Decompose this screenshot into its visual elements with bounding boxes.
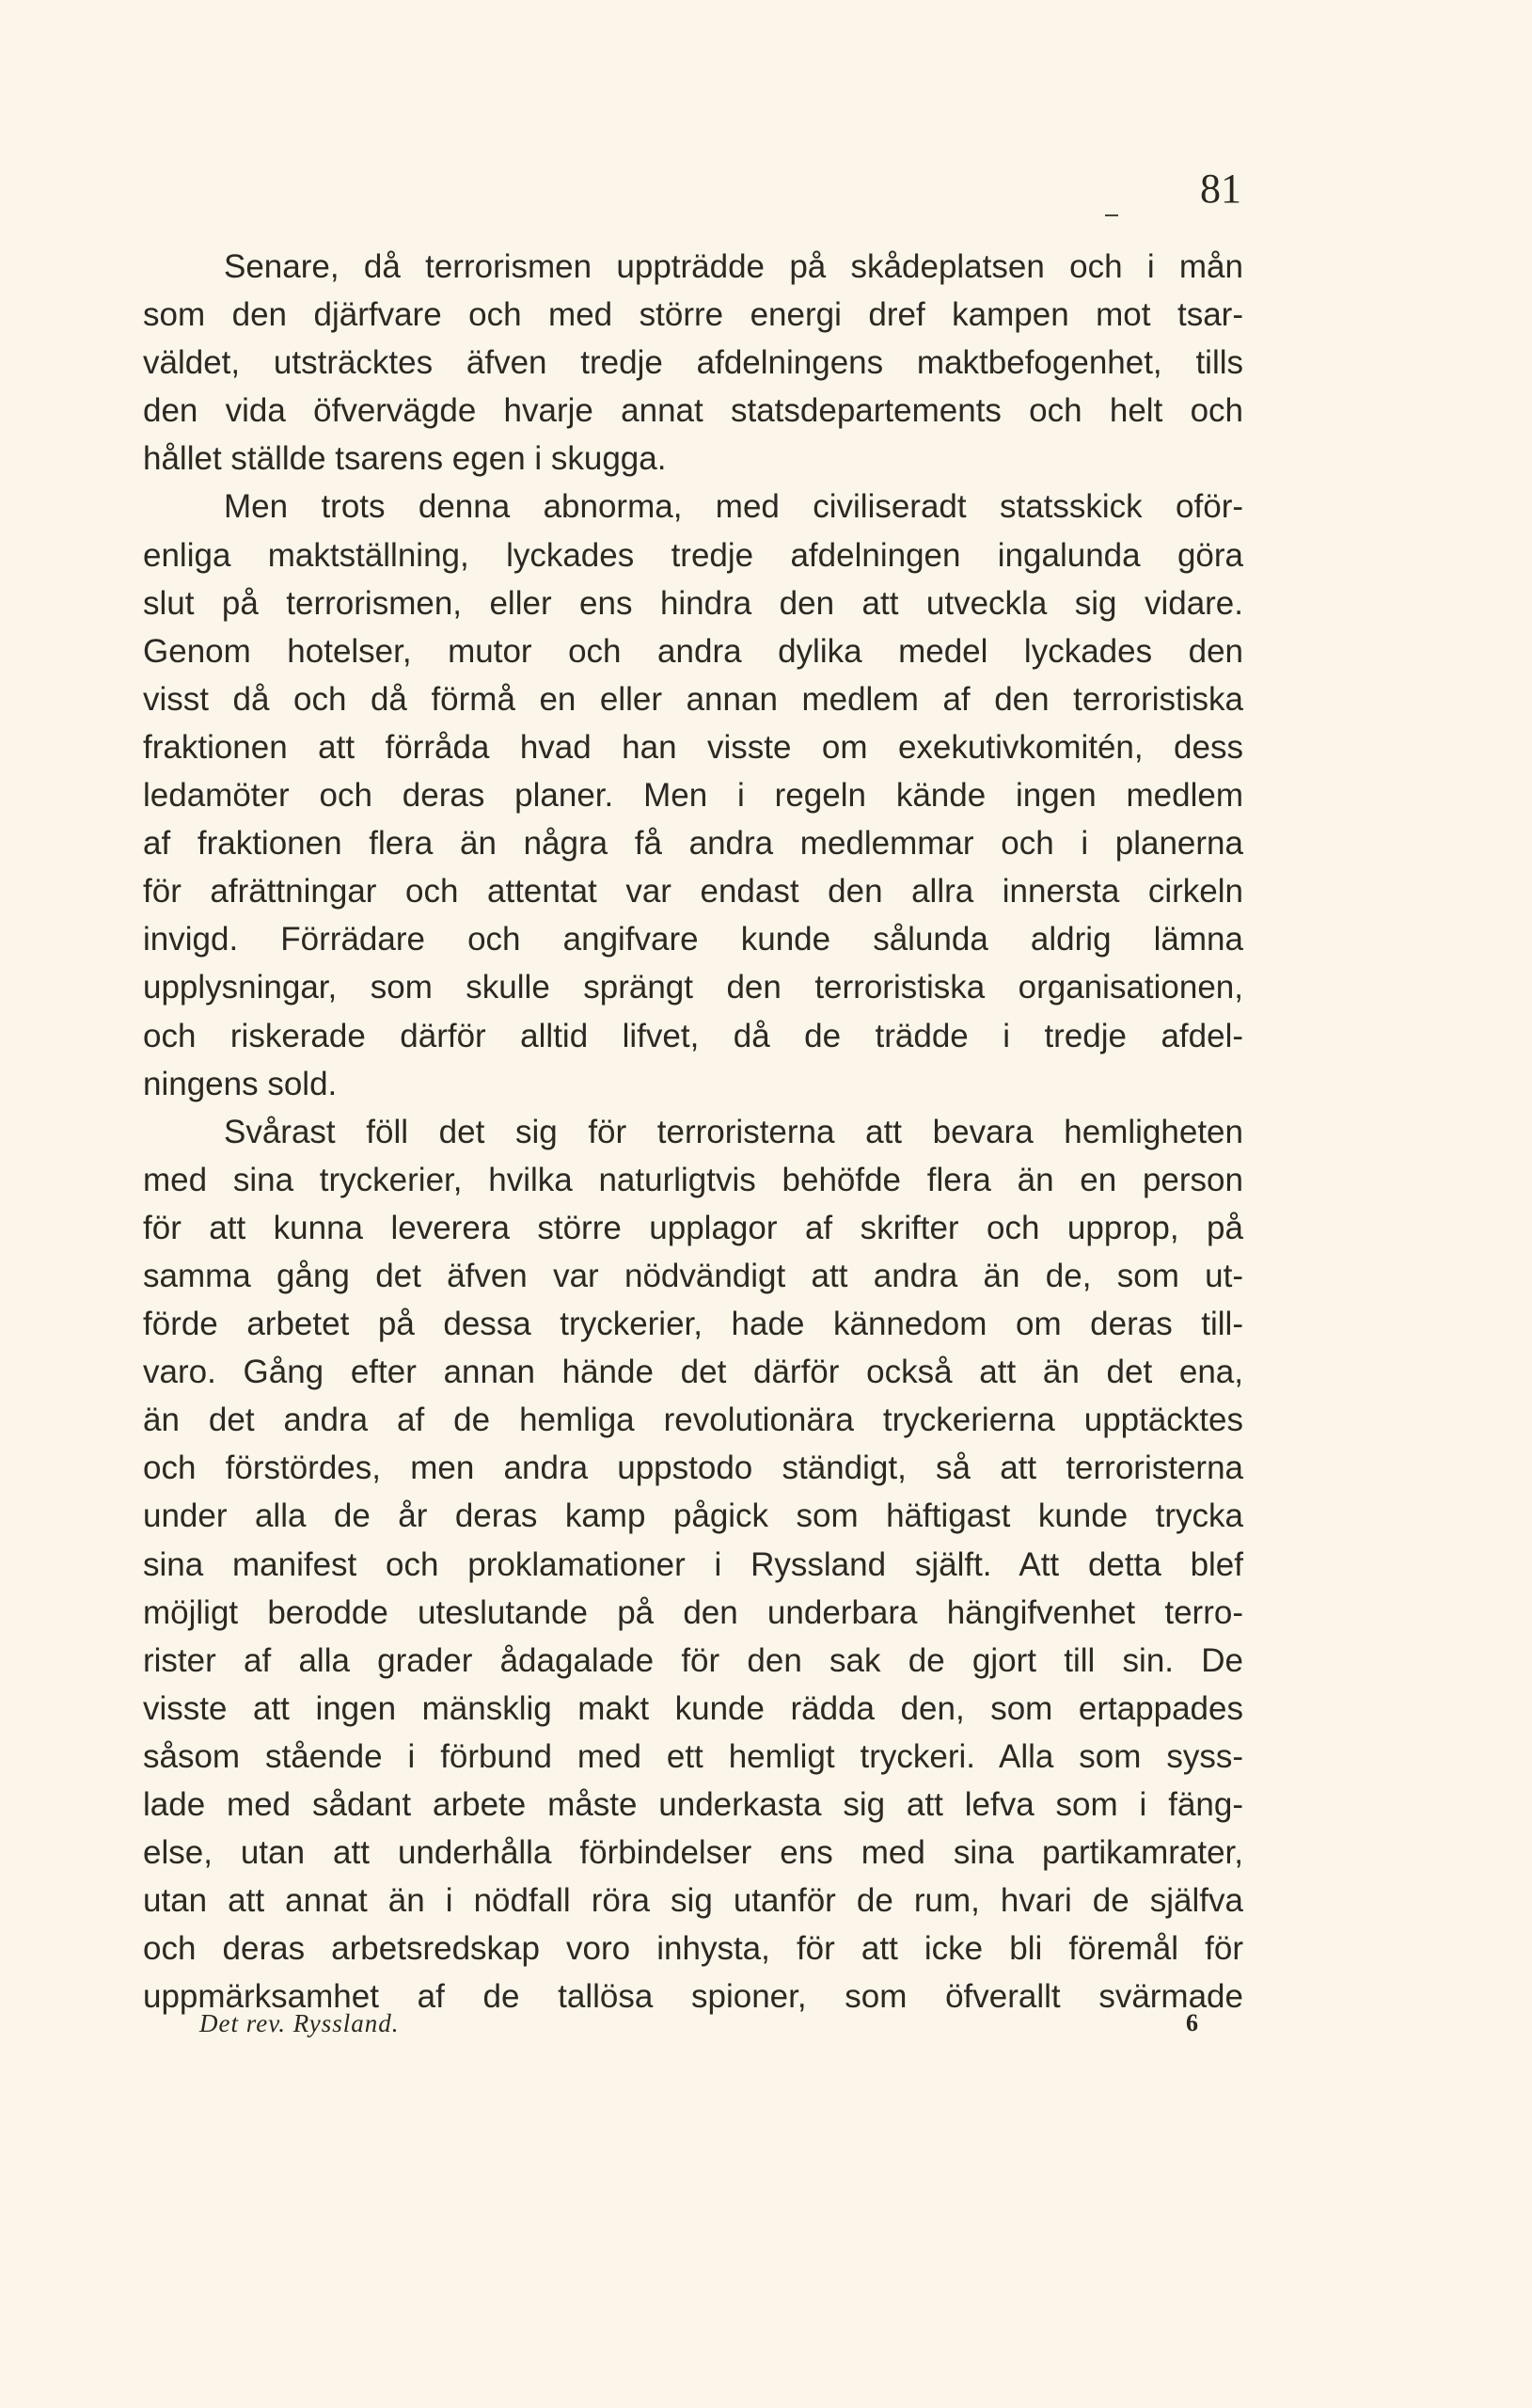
text-line: upplysningar, som skulle sprängt den terroristiska organisationen, xyxy=(143,969,1243,1006)
text-line: och riskerade därför alltid lifvet, då de trädde i tredje afdel- xyxy=(143,1017,1243,1054)
text-line: och deras arbetsredskap voro inhysta, för att icke bli föremål för xyxy=(143,1930,1243,1968)
text-line: förde arbetet på dessa tryckerier, hade kännedom om deras till- xyxy=(143,1306,1243,1343)
text-line: ledamöter och deras planer. Men i regeln kände ingen medlem xyxy=(143,777,1243,815)
text-line: och förstördes, men andra uppstodo ständigt, så att terroristerna xyxy=(143,1450,1243,1487)
text-line: väldet, utsträcktes äfven tredje afdelningens maktbefogenhet, tills xyxy=(143,344,1243,382)
text-line: möjligt berodde uteslutande på den underbara hängifvenhet terro- xyxy=(143,1593,1243,1631)
footer-book-title: Det rev. Ryssland. xyxy=(199,2009,400,2037)
text-line: Senare, då terrorismen uppträdde på skådeplatsen och i mån xyxy=(224,248,1243,285)
text-line: utan att annat än i nödfall röra sig utanför de rum, hvari de själfva xyxy=(143,1882,1243,1920)
text-line: än det andra af de hemliga revolutionära tryckerierna upptäcktes xyxy=(143,1402,1243,1439)
text-line: lade med sådant arbete måste underkasta sig att lefva som i fäng- xyxy=(143,1786,1243,1823)
text-line: med sina tryckerier, hvilka naturligtvis behöfde flera än en person xyxy=(143,1161,1243,1198)
text-line: hållet ställde tsarens egen i skugga. xyxy=(143,440,667,478)
text-line: Genom hotelser, mutor och andra dylika medel lyckades den xyxy=(143,632,1243,670)
text-line: uppmärksamhet af de tallösa spioner, som öfverallt svärmade xyxy=(143,1978,1243,2016)
text-line: else, utan att underhålla förbindelser ens med sina partikamrater, xyxy=(143,1834,1243,1872)
text-line: rister af alla grader ådagalade för den sak de gjort till sin. De xyxy=(143,1641,1243,1679)
text-line: visste att ingen mänsklig makt kunde rädda den, som ertappades xyxy=(143,1689,1243,1727)
text-line: af fraktionen flera än några få andra medlemmar och i planerna xyxy=(143,825,1243,863)
text-line: under alla de år deras kamp pågick som häftigast kunde trycka xyxy=(143,1497,1243,1535)
text-line: visst då och då förmå en eller annan medlem af den terroristiska xyxy=(143,680,1243,718)
text-line: fraktionen att förråda hvad han visste om exekutivkomitén, dess xyxy=(143,728,1243,766)
text-line: Men trots denna abnorma, med civiliseradt statsskick oför- xyxy=(224,488,1243,526)
text-line: slut på terrorismen, eller ens hindra den att utveckla sig vidare. xyxy=(143,584,1243,622)
text-line: såsom stående i förbund med ett hemligt tryckeri. Alla som syss- xyxy=(143,1737,1243,1775)
text-line: samma gång det äfven var nödvändigt att andra än de, som ut- xyxy=(143,1257,1243,1294)
page-number: 81 xyxy=(1200,166,1241,212)
text-line: varo. Gång efter annan hände det därför också att än det ena, xyxy=(143,1354,1243,1391)
text-line: Svårast föll det sig för terroristerna att bevara hemligheten xyxy=(224,1113,1243,1150)
body-text xyxy=(143,243,1243,2020)
text-line: invigd. Förrädare och angifvare kunde sålunda aldrig lämna xyxy=(143,921,1243,958)
text-line: som den djärfvare och med större energi dref kampen mot tsar- xyxy=(143,296,1243,334)
header-dash xyxy=(1105,214,1118,216)
text-line: för att kunna leverera större upplagor af skrifter och upprop, på xyxy=(143,1209,1243,1246)
text-line: den vida öfvervägde hvarje annat statsdepartements och helt och xyxy=(143,392,1243,430)
text-line: sina manifest och proklamationer i Ryssland själft. Att detta blef xyxy=(143,1545,1243,1583)
text-line: ningens sold. xyxy=(143,1065,338,1102)
text-line: för afrättningar och attentat var endast den allra innersta cirkeln xyxy=(143,873,1243,911)
text-line: enliga maktställning, lyckades tredje afdelningen ingalunda göra xyxy=(143,536,1243,574)
footer-signature-mark: 6 xyxy=(1186,2009,1198,2036)
